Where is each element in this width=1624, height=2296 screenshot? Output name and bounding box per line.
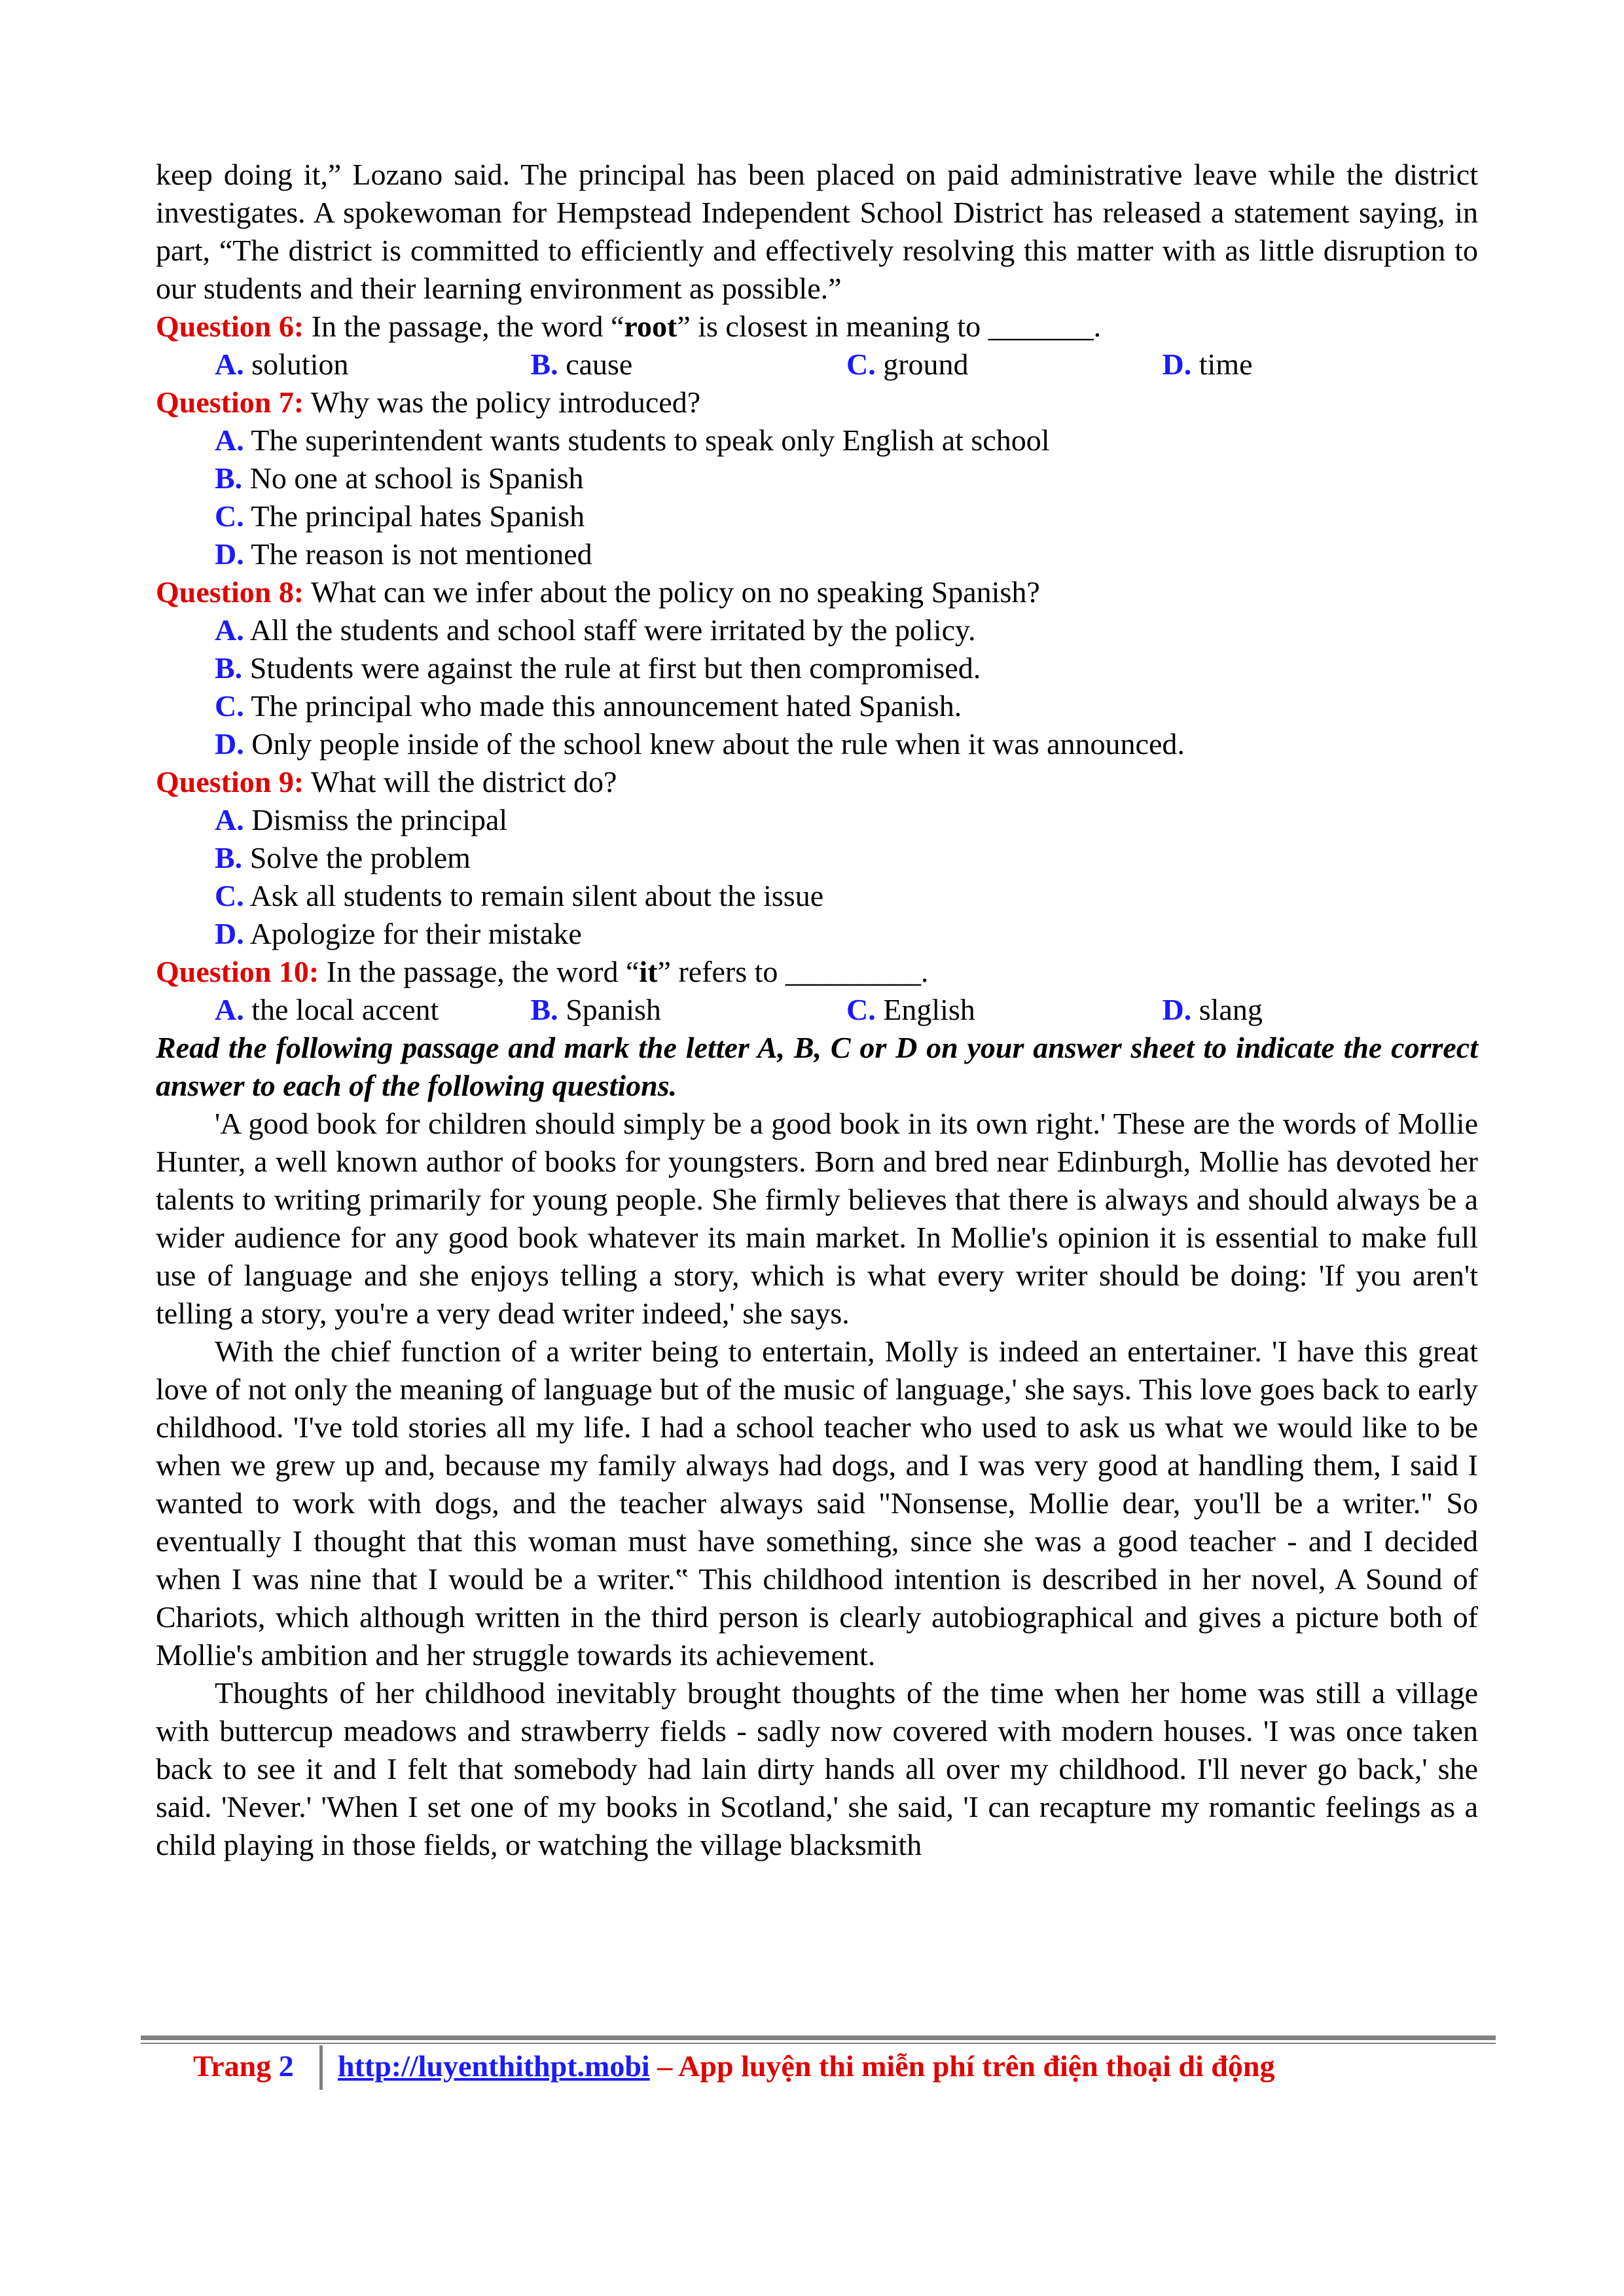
option-text: The reason is not mentioned <box>251 537 592 571</box>
footer-page-label <box>193 2047 294 2085</box>
option-text: The principal who made this announcement hated Spanish. <box>251 689 962 723</box>
footer-rule <box>141 2036 1496 2040</box>
question-7-label: Question 7: <box>156 386 304 419</box>
option-letter: B. <box>530 348 558 381</box>
option-text: Students were against the rule at first but then compromised. <box>249 651 981 685</box>
option-text: ground <box>883 348 969 381</box>
option[interactable] <box>156 839 1478 877</box>
question-8-label: Question 8: <box>156 575 304 609</box>
footer-page-number: 2 <box>278 2049 294 2083</box>
option-text: time <box>1199 348 1253 381</box>
option[interactable] <box>156 422 1478 459</box>
section-instruction: Read the following passage and mark the letter A, B, C or D on your answer sheet to indicate the correct answer to each of the following questions. <box>156 1031 1478 1102</box>
option[interactable] <box>215 346 531 384</box>
question-6-text-end: ” is closest in meaning to _______. <box>677 310 1102 343</box>
option-text: All the students and school staff were irritated by the policy. <box>249 613 976 647</box>
passage2-paragraph-2: With the chief function of a writer being to entertain, Molly is indeed an entertainer. 'I have this great love of not only the meaning of language but of the music of language,' she says. This love goes back to early childhood. 'I've told stories all my life. I had a school teacher who used to ask us what we would like to be when we grew up and, because my family always had dogs, and I was very good at handling them, I said I wanted to work with dogs, and the teacher always said "Nonsense, Mollie dear, you'll be a writer." So eventually I thought that this woman must have something, since she was a good teacher - and I decided when I was nine that I would be a writer.‟ This childhood intention is described in her novel, A Sound of Chariots, which although written in the third person is clearly autobiographical and gives a picture both of Mollie's ambition and her struggle towards its achievement. <box>156 1335 1478 1672</box>
question-10-text-start: In the passage, the word “ <box>326 955 640 988</box>
question-10-label: Question 10: <box>156 955 319 988</box>
option-letter: A. <box>215 423 244 457</box>
option[interactable] <box>156 725 1478 763</box>
option-text: Spanish <box>566 993 661 1026</box>
option[interactable] <box>156 497 1478 535</box>
option-letter: A. <box>215 348 244 381</box>
option[interactable] <box>846 346 1163 384</box>
option-text: the local accent <box>251 993 439 1026</box>
option-text: English <box>883 993 975 1026</box>
question-10-keyword: it <box>639 955 658 988</box>
question-6-text-start: In the passage, the word “ <box>311 310 624 343</box>
page-content <box>156 156 1478 1864</box>
option-letter: A. <box>215 803 244 836</box>
footer-trang-text: Trang <box>193 2049 272 2083</box>
option-letter: D. <box>215 917 244 950</box>
option[interactable] <box>531 991 847 1029</box>
footer-rule-thin <box>141 2043 1496 2044</box>
option-letter: D. <box>215 727 244 761</box>
question-10-options <box>156 991 1478 1029</box>
option-text: solution <box>251 348 349 381</box>
option[interactable] <box>156 877 1478 915</box>
question-7-text: Why was the policy introduced? <box>310 386 701 419</box>
option[interactable] <box>156 611 1478 649</box>
option-text: Dismiss the principal <box>251 803 508 836</box>
option[interactable] <box>156 649 1478 687</box>
option-text: Only people inside of the school knew about the rule when it was announced. <box>251 727 1185 761</box>
option-text: slang <box>1199 993 1263 1026</box>
question-8 <box>156 573 1478 611</box>
question-8-text: What can we infer about the policy on no speaking Spanish? <box>310 575 1040 609</box>
question-6-keyword: root <box>624 310 677 343</box>
option-letter: C. <box>215 879 244 912</box>
option-letter: B. <box>215 841 243 874</box>
option[interactable] <box>1163 346 1479 384</box>
option-letter: D. <box>1162 993 1192 1026</box>
option-letter: C. <box>215 689 244 723</box>
option-letter: C. <box>846 348 876 381</box>
footer-url-link[interactable]: http://luyenthithpt.mobi <box>338 2049 650 2083</box>
question-6 <box>156 308 1478 346</box>
question-10-text-end: ” refers to _________. <box>657 955 929 988</box>
option-letter: D. <box>215 537 244 571</box>
passage2-paragraph-1: 'A good book for children should simply be a good book in its own right.' These are the words of Mollie Hunter, a well known author of books for youngsters. Born and bred near Edinburgh, Mollie has devoted her talents to writing primarily for young people. She firmly believes that there is always and should always be a wider audience for any good book whatever its main market. In Mollie's opinion it is essential to make full use of language and she enjoys telling a story, which is what every writer should be doing: 'If you aren't telling a story, you're a very dead writer indeed,' she says. <box>156 1107 1478 1330</box>
option-text: The principal hates Spanish <box>251 499 585 533</box>
question-10 <box>156 953 1478 991</box>
option[interactable] <box>156 535 1478 573</box>
option-letter: C. <box>215 499 244 533</box>
question-6-options <box>156 346 1478 384</box>
option-letter: A. <box>215 613 244 647</box>
option[interactable] <box>846 991 1163 1029</box>
option-text: Ask all students to remain silent about the issue <box>249 879 824 912</box>
option-text: cause <box>566 348 633 381</box>
option[interactable] <box>531 346 847 384</box>
footer-separator <box>319 2045 323 2090</box>
question-9-text: What will the district do? <box>310 765 617 798</box>
question-7 <box>156 384 1478 422</box>
option-letter: A. <box>215 993 244 1026</box>
question-9 <box>156 763 1478 801</box>
option-text: The superintendent wants students to speak only English at school <box>251 423 1050 457</box>
option-letter: B. <box>530 993 558 1026</box>
option-text: Solve the problem <box>249 841 471 874</box>
option-letter: D. <box>1162 348 1192 381</box>
option[interactable] <box>156 801 1478 839</box>
question-9-label: Question 9: <box>156 765 304 798</box>
option-text: No one at school is Spanish <box>249 461 584 495</box>
option-letter: B. <box>215 651 243 685</box>
option[interactable] <box>1163 991 1479 1029</box>
option[interactable] <box>156 687 1478 725</box>
footer-tagline: – App luyện thi miễn phí trên điện thoại di động <box>649 2049 1275 2083</box>
passage1-ending: keep doing it,” Lozano said. The principal has been placed on paid administrative leave while the district investigates. A spokewoman for Hempstead Independent School District has released a statement saying, in part, “The district is committed to efficiently and effectively resolving this matter with as little disruption to our students and their learning environment as possible.” <box>156 158 1478 305</box>
option[interactable] <box>215 991 531 1029</box>
option-text: Apologize for their mistake <box>249 917 582 950</box>
option[interactable] <box>156 459 1478 497</box>
footer-info <box>338 2047 1274 2085</box>
passage2-paragraph-3: Thoughts of her childhood inevitably brought thoughts of the time when her home was still a village with buttercup meadows and strawberry fields - sadly now covered with modern houses. 'I was once taken back to see it and I felt that somebody had lain dirty hands all over my childhood. I'll never go back,' she said. 'Never.' 'When I set one of my books in Scotland,' she said, 'I can recapture my romantic feelings as a child playing in those fields, or watching the village blacksmith <box>156 1676 1478 1861</box>
option-letter: B. <box>215 461 243 495</box>
question-6-label: Question 6: <box>156 310 304 343</box>
option-letter: C. <box>846 993 876 1026</box>
option[interactable] <box>156 915 1478 953</box>
